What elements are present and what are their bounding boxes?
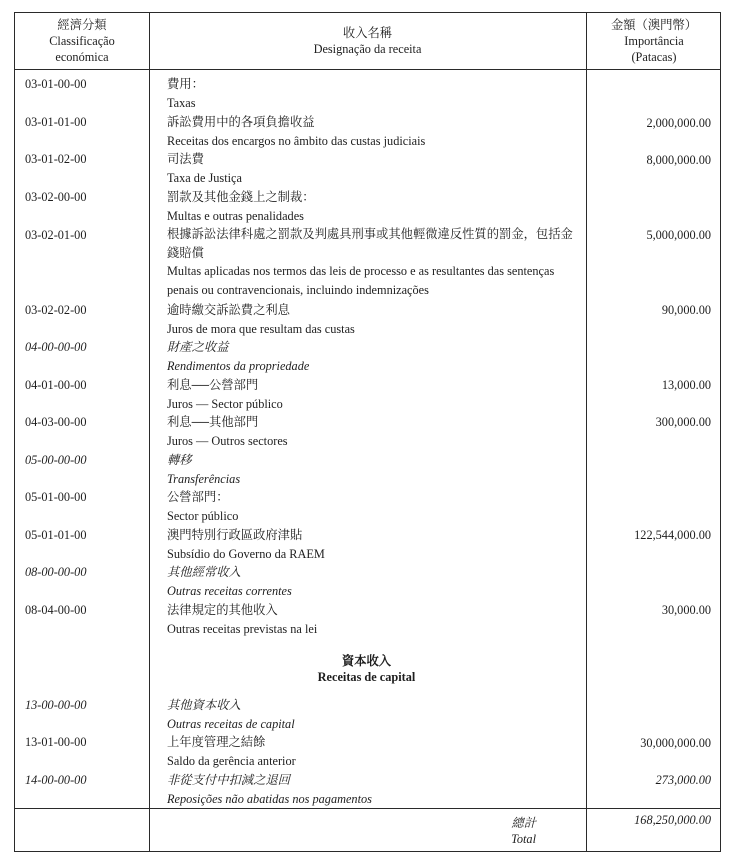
row-description-pt: Subsídio do Governo da RAEM — [167, 546, 325, 561]
row-code: 03-01-02-00 — [25, 152, 87, 166]
row-description-zh: 訴訟費用中的各項負擔收益 — [167, 115, 315, 129]
row-code: 03-01-01-00 — [25, 115, 87, 129]
header-classification — [15, 13, 149, 69]
row-description-pt: Taxas — [167, 95, 196, 110]
row-description — [167, 696, 582, 733]
row-description — [167, 113, 582, 150]
row-amount: 273,000.00 — [655, 773, 711, 787]
row-code: 13-00-00-00 — [25, 698, 87, 712]
column-divider — [586, 13, 587, 851]
row-description-zh: 其他資本收入 — [167, 698, 241, 712]
row-description — [167, 75, 582, 112]
row-description-zh: 財產之收益 — [167, 340, 229, 354]
row-code: 05-00-00-00 — [25, 453, 87, 467]
row-description-pt: Rendimentos da propriedade — [167, 358, 310, 373]
row-description-pt: Multas e outras penalidades — [167, 208, 304, 223]
row-code: 13-01-00-00 — [25, 735, 87, 749]
row-description — [167, 771, 582, 808]
row-description-zh: 利息──公營部門 — [167, 378, 259, 392]
row-code: 03-02-02-00 — [25, 303, 87, 317]
row-description-pt: Saldo da gerência anterior — [167, 753, 296, 768]
row-description-zh: 上年度管理之結餘 — [167, 735, 266, 749]
header-amount-zh: 金額（澳門幣） — [610, 18, 698, 32]
row-description-pt: Sector público — [167, 508, 239, 523]
row-code: 04-03-00-00 — [25, 415, 87, 429]
row-description — [167, 338, 582, 375]
row-code: 03-01-00-00 — [25, 77, 87, 91]
total-label-pt: Total — [511, 832, 536, 846]
row-description — [167, 488, 582, 525]
header-divider — [15, 69, 720, 70]
row-description-zh: 澳門特別行政區政府津貼 — [167, 528, 303, 542]
header-amount-pt2: (Patacas) — [631, 50, 677, 64]
row-description-pt: Juros — Outros sectores — [167, 433, 288, 448]
row-code: 03-02-00-00 — [25, 190, 87, 204]
row-code: 05-01-00-00 — [25, 490, 87, 504]
section-heading-capital-zh: 資本收入 — [341, 654, 392, 668]
row-description-zh: 其他經常收入 — [167, 565, 241, 579]
row-amount: 122,544,000.00 — [634, 528, 711, 542]
row-description-pt: Outras receitas de capital — [167, 716, 295, 731]
revenue-table — [14, 12, 721, 852]
row-amount: 2,000,000.00 — [646, 116, 711, 130]
row-description-zh: 司法費 — [167, 152, 204, 166]
header-classification-pt1: Classificação — [49, 34, 115, 48]
row-description — [167, 733, 582, 770]
header-designation-zh: 收入名稱 — [342, 26, 393, 40]
row-description-pt: Taxa de Justiça — [167, 170, 242, 185]
row-description — [167, 526, 582, 563]
row-description-pt: Juros de mora que resultam das custas — [167, 321, 355, 336]
row-description — [167, 188, 582, 225]
row-amount: 5,000,000.00 — [646, 228, 711, 242]
row-description — [167, 413, 582, 450]
row-code: 04-00-00-00 — [25, 340, 87, 354]
column-divider — [149, 13, 150, 851]
row-description — [167, 376, 582, 413]
row-code: 04-01-00-00 — [25, 378, 87, 392]
row-description-pt: Outras receitas correntes — [167, 583, 292, 598]
row-description-pt: Multas aplicadas nos termos das leis de processo e as resultantes das sentenças penais ou contravencionais, incluindo indemnizações — [167, 264, 555, 297]
row-code: 14-00-00-00 — [25, 773, 87, 787]
row-description-pt: Transferências — [167, 471, 241, 486]
row-description — [167, 451, 582, 488]
header-amount-pt1: Importância — [624, 34, 684, 48]
header-designation-pt: Designação da receita — [313, 42, 422, 56]
row-description — [167, 150, 582, 187]
header-classification-pt2: económica — [55, 50, 109, 64]
row-description-zh: 罰款及其他金錢上之制裁： — [167, 190, 315, 204]
row-amount: 90,000.00 — [661, 303, 711, 317]
row-amount: 300,000.00 — [655, 415, 711, 429]
header-designation — [149, 13, 586, 69]
row-description-zh: 利息──其他部門 — [167, 415, 259, 429]
row-description-zh: 根據訴訟法律科處之罰款及判處具刑事或其他輕微違反性質的罰金，包括金錢賠償 — [167, 227, 573, 260]
row-description-zh: 費用： — [167, 77, 204, 91]
row-amount: 8,000,000.00 — [646, 153, 711, 167]
row-amount: 30,000,000.00 — [640, 736, 711, 750]
row-description-zh: 非從支付中扣減之退回 — [167, 773, 290, 787]
row-code: 08-04-00-00 — [25, 603, 87, 617]
row-description — [167, 225, 582, 299]
row-description-zh: 法律規定的其他收入 — [167, 603, 278, 617]
row-code: 03-02-01-00 — [25, 228, 87, 242]
row-code: 08-00-00-00 — [25, 565, 87, 579]
total-amount: 168,250,000.00 — [634, 813, 711, 827]
row-description — [167, 563, 582, 600]
row-description-zh: 逾時繳交訴訟費之利息 — [167, 303, 290, 317]
total-label-zh: 總計 — [511, 816, 536, 830]
section-heading-capital-pt: Receitas de capital — [317, 670, 416, 684]
row-amount: 13,000.00 — [661, 378, 711, 392]
row-description-pt: Reposições não abatidas nos pagamentos — [167, 791, 372, 806]
header-amount — [586, 13, 722, 69]
header-classification-zh: 經濟分類 — [57, 18, 107, 32]
row-description-pt: Receitas dos encargos no âmbito das custas judiciais — [167, 133, 426, 148]
row-description-pt: Outras receitas previstas na lei — [167, 621, 318, 636]
row-description-zh: 轉移 — [167, 453, 192, 467]
row-amount: 30,000.00 — [661, 603, 711, 617]
row-description-pt: Juros — Sector público — [167, 396, 283, 411]
row-description-zh: 公營部門： — [167, 490, 229, 504]
row-description — [167, 601, 582, 638]
row-code: 05-01-01-00 — [25, 528, 87, 542]
row-description — [167, 301, 582, 338]
